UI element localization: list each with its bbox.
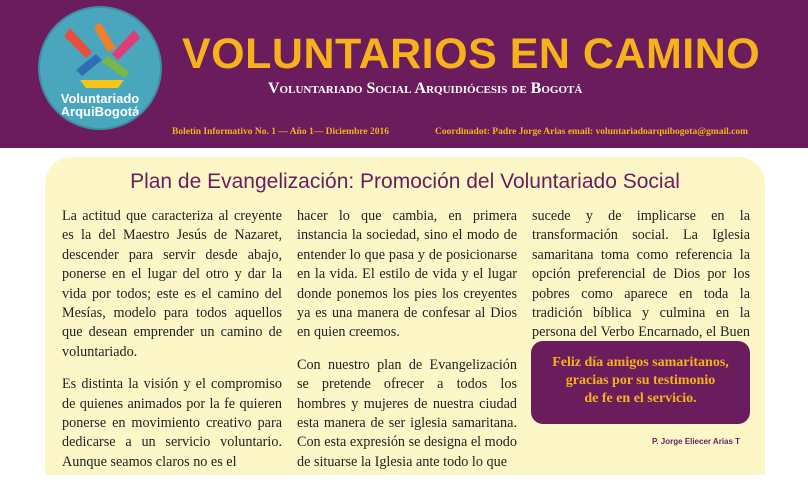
masthead <box>0 0 808 148</box>
paragraph: sucede y de implicarse en la transformación social. La Iglesia samaritana toma como referencia la opción preferencial de Dios por los pobres como aparece en toda la tradición bíblica y culmina en la persona del Verbo Encarnado, el Buen <box>532 208 750 341</box>
callout-line3: de fe en el servicio. <box>584 391 697 406</box>
info-bar <box>0 118 808 148</box>
article-column-1 <box>62 207 282 485</box>
coordinator-info: Coordinadot: Padre Jorge Arias email: voluntariadoarquibogota@gmail.com <box>435 127 749 137</box>
logo-text-line2: ArquiBogotá <box>60 104 140 119</box>
paragraph: Con nuestro plan de Evangelización se pretende ofrecer a todos los hombres y mujeres de nuestra ciudad esta manera de ser iglesia samaritana. Con esta expresión se designa el modo de situarse la Iglesia ante todo lo que <box>297 356 517 470</box>
callout-line2: gracias por su testimonio <box>565 373 716 388</box>
article-title: Plan de Evangelización: Promoción del Voluntariado Social <box>130 170 680 193</box>
newsletter-subtitle: Voluntariado Social Arquidiócesis de Bogotá <box>268 80 583 97</box>
signature: P. Jorge Eliecer Arias T <box>652 437 741 446</box>
logo-text-line1: Voluntariado <box>60 91 140 106</box>
logo <box>38 6 162 130</box>
callout-line1: Feliz día amigos samaritanos, <box>552 355 729 370</box>
article-column-2 <box>297 207 517 485</box>
greeting-callout <box>531 341 750 424</box>
paragraph: Es distinta la visión y el compromiso de quienes animados por la fe quieren ponerse en movimiento creativo para dedicarse a un servicio voluntario. Aunque seamos claros no es el <box>62 376 282 470</box>
bulletin-info: Boletín Informativo No. 1 — Año 1— Diciembre 2016 <box>172 127 389 137</box>
paragraph: hacer lo que cambia, en primera instancia la sociedad, sino el modo de entender lo que pasa y de posicionarse en la vida. El estilo de vida y el lugar donde ponemos los pies los creyentes ya es una manera de confesar al Dios en quien creemos. <box>297 208 517 341</box>
newsletter-title: VOLUNTARIOS EN CAMINO <box>182 30 761 78</box>
paragraph: La actitud que caracteriza al creyente es la del Maestro Jesús de Nazaret, descender para servir desde abajo, ponerse en el lugar del otro y dar la vida por todos; este es el camino del Mesías, modelo para todos aquellos que desean emprender un camino de voluntariado. <box>62 208 282 360</box>
